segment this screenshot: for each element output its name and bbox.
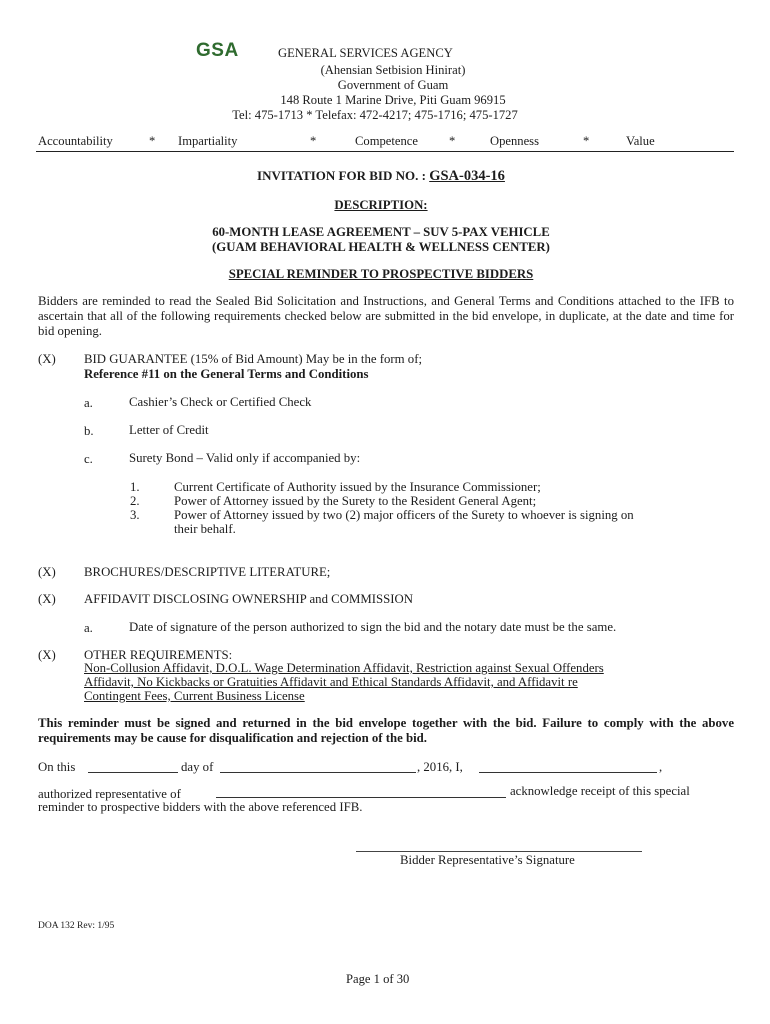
checkbox-mark: (X) xyxy=(38,592,56,606)
affidavit-note: Date of signature of the person authorized to sign the bid and the notary date must be the same. xyxy=(129,620,617,634)
gsa-logo: GSA xyxy=(196,40,239,61)
brochures-text: BROCHURES/DESCRIPTIVE LITERATURE; xyxy=(84,565,331,579)
value-separator: * xyxy=(449,134,456,148)
agency-name: GENERAL SERVICES AGENCY xyxy=(278,46,453,60)
affidavit-text: AFFIDAVIT DISCLOSING OWNERSHIP and COMMISSION xyxy=(84,592,413,606)
description-line-2: (GUAM BEHAVIORAL HEALTH & WELLNESS CENTER) xyxy=(212,240,550,254)
surety-item-text: Current Certificate of Authority issued by the Insurance Commissioner; xyxy=(174,480,541,494)
ifb-label: INVITATION FOR BID NO. : xyxy=(257,168,426,183)
value-separator: * xyxy=(310,134,317,148)
company-blank[interactable] xyxy=(216,786,506,798)
government-line: Government of Guam xyxy=(337,78,449,92)
phone-line: Tel: 475-1713 * Telefax: 472-4217; 475-1716; 475-1727 xyxy=(232,108,518,122)
ifb-number: GSA-034-16 xyxy=(429,168,505,184)
value-competence: Competence xyxy=(355,134,418,148)
checkbox-mark: (X) xyxy=(38,565,56,579)
checkbox-mark: (X) xyxy=(38,648,56,662)
option-letter-of-credit: Letter of Credit xyxy=(129,423,209,437)
value-separator: * xyxy=(149,134,156,148)
option-surety-bond: Surety Bond – Valid only if accompanied by: xyxy=(129,451,361,465)
comma-label: , xyxy=(659,760,663,774)
signature-line[interactable] xyxy=(356,851,642,852)
surety-item-text: Power of Attorney issued by two (2) major officers of the Surety to whoever is signing on xyxy=(174,508,634,522)
description-heading: DESCRIPTION: xyxy=(334,198,428,212)
option-letter: b. xyxy=(84,424,94,438)
surety-item-text: their behalf. xyxy=(174,522,236,536)
agency-native-name: (Ahensian Setbision Hinirat) xyxy=(320,63,466,77)
surety-item-number: 3. xyxy=(130,508,140,522)
surety-item-number: 2. xyxy=(130,494,140,508)
option-letter: a. xyxy=(84,621,93,635)
other-requirements-line-2: Affidavit, No Kickbacks or Gratuities Affidavit and Ethical Standards Affidavit, and Affidavit re xyxy=(84,675,578,689)
value-separator: * xyxy=(583,134,590,148)
month-blank[interactable] xyxy=(220,761,416,773)
description-line-1: 60-MONTH LEASE AGREEMENT – SUV 5-PAX VEHICLE xyxy=(212,225,550,239)
day-of-label: day of xyxy=(181,760,214,774)
authorized-label: authorized representative of xyxy=(38,787,181,801)
checkbox-mark: (X) xyxy=(38,352,56,366)
on-this-label: On this xyxy=(38,760,76,774)
signature-label: Bidder Representative’s Signature xyxy=(400,853,575,867)
option-cashiers-check: Cashier’s Check or Certified Check xyxy=(129,395,312,409)
day-blank[interactable] xyxy=(88,761,178,773)
page-number: Page 1 of 30 xyxy=(346,972,410,986)
bid-guarantee-reference: Reference #11 on the General Terms and Conditions xyxy=(84,367,369,381)
value-accountability: Accountability xyxy=(38,134,113,148)
year-label: , 2016, I, xyxy=(417,760,463,774)
value-openness: Openness xyxy=(490,134,539,148)
header-divider xyxy=(36,151,734,152)
intro-paragraph: Bidders are reminded to read the Sealed Bid Solicitation and Instructions, and General Terms and Conditions attached to the IFB to ascertain that all of the following requirements checked below are submitted in the bid envelope, in duplicate, at the date and time for bid opening. xyxy=(38,294,734,338)
ifb-title xyxy=(0,168,766,185)
acknowledgement-line-2: reminder to prospective bidders with the above referenced IFB. xyxy=(38,800,363,814)
form-code: DOA 132 Rev: 1/95 xyxy=(38,921,115,931)
core-values-line xyxy=(36,134,734,150)
surety-item-number: 1. xyxy=(130,480,140,494)
option-letter: a. xyxy=(84,396,93,410)
other-requirements-line-1: Non-Collusion Affidavit, D.O.L. Wage Determination Affidavit, Restriction against Sexual Offenders xyxy=(84,661,604,675)
warning-paragraph: This reminder must be signed and returned in the bid envelope together with the bid. Failure to comply with the above requirements may be cause for disqualification and rejection of the bid. xyxy=(38,716,734,745)
surety-item-text: Power of Attorney issued by the Surety to the Resident General Agent; xyxy=(174,494,537,508)
bid-guarantee-text: BID GUARANTEE (15% of Bid Amount) May be in the form of; xyxy=(84,352,423,366)
value-impartiality: Impartiality xyxy=(178,134,238,148)
option-letter: c. xyxy=(84,452,93,466)
reminder-heading: SPECIAL REMINDER TO PROSPECTIVE BIDDERS xyxy=(228,267,534,281)
other-requirements-line-3: Contingent Fees, Current Business License xyxy=(84,689,305,703)
name-blank[interactable] xyxy=(479,761,657,773)
address-line: 148 Route 1 Marine Drive, Piti Guam 96915 xyxy=(280,93,506,107)
value-value: Value xyxy=(626,134,655,148)
other-requirements-heading: OTHER REQUIREMENTS: xyxy=(84,648,233,662)
receipt-label: acknowledge receipt of this special xyxy=(510,784,690,798)
